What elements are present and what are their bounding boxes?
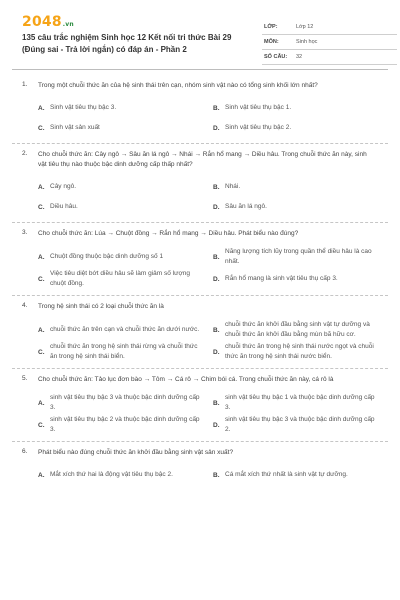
question-item — [12, 223, 388, 296]
answer-option-c[interactable] — [38, 415, 203, 435]
answer-option-d[interactable] — [213, 119, 378, 137]
answer-option-b[interactable] — [213, 99, 378, 117]
meta-row-count — [262, 50, 397, 65]
meta-row-class — [262, 20, 397, 35]
option-letter: A. — [38, 253, 45, 261]
option-letter: C. — [38, 348, 45, 356]
question-item — [12, 442, 388, 490]
answer-options — [38, 178, 388, 216]
option-letter: D. — [213, 348, 220, 356]
answer-option-a[interactable] — [38, 99, 203, 117]
answer-option-d[interactable] — [213, 269, 378, 289]
site-logo[interactable] — [22, 14, 74, 30]
question-item — [12, 369, 388, 442]
answer-option-a[interactable] — [38, 393, 203, 413]
answer-options — [38, 99, 388, 137]
option-letter: D. — [213, 275, 220, 283]
option-letter: D. — [213, 124, 220, 132]
option-text: Cá mắt xích thứ nhất là sinh vật tự dưỡng. — [225, 471, 348, 478]
header-divider — [12, 69, 388, 70]
option-letter: B. — [213, 183, 220, 191]
answer-option-a[interactable] — [38, 466, 203, 484]
option-text: Nhái. — [225, 183, 241, 190]
option-letter: A. — [38, 326, 45, 334]
question-item — [12, 296, 388, 369]
question-text: Trong một chuỗi thức ăn của hệ sinh thái trên cạn, nhóm sinh vật nào có tổng sinh khối lớn nhất? — [38, 82, 318, 89]
option-text: Sinh vật tiêu thụ bậc 3. — [50, 104, 117, 111]
question-text: Trong hệ sinh thái có 2 loại chuỗi thức ăn là — [38, 303, 164, 310]
option-letter: A. — [38, 399, 45, 407]
meta-table — [262, 20, 397, 65]
answer-option-b[interactable] — [213, 393, 378, 413]
option-text: Sinh vật tiêu thụ bậc 2. — [225, 124, 292, 131]
option-text: chuỗi thức ăn khởi đầu bằng sinh vật tự dưỡng và chuỗi thức ăn khởi đầu bằng mùn bã hữu cơ. — [225, 321, 370, 338]
answer-option-d[interactable] — [213, 415, 378, 435]
question-number: 1. — [22, 81, 28, 88]
option-text: Chuột đồng thuộc bậc dinh dưỡng số 1 — [50, 253, 164, 260]
option-letter: C. — [38, 421, 45, 429]
answer-option-b[interactable] — [213, 178, 378, 196]
option-text: Rắn hổ mang là sinh vật tiêu thụ cấp 3. — [225, 275, 338, 282]
option-text: sinh vật tiêu thụ bậc 1 và thuộc bậc dinh dưỡng cấp 3. — [225, 394, 375, 411]
meta-row-subject — [262, 35, 397, 50]
answer-options — [38, 247, 388, 289]
option-letter: C. — [38, 124, 45, 132]
answer-option-c[interactable] — [38, 269, 203, 289]
answer-option-b[interactable] — [213, 320, 378, 340]
option-letter: A. — [38, 104, 45, 112]
option-text: sinh vật tiêu thụ bậc 2 và thuộc bậc dinh dưỡng cấp 3. — [50, 416, 200, 433]
question-number: 5. — [22, 375, 28, 382]
option-text: Mắt xích thứ hai là động vật tiêu thụ bậc 2. — [50, 471, 173, 478]
option-text: sinh vật tiêu thụ bậc 3 và thuộc bậc dinh dưỡng cấp 2. — [225, 416, 375, 433]
question-item — [12, 144, 388, 223]
option-text: Diều hâu. — [50, 203, 78, 210]
question-number: 3. — [22, 229, 28, 236]
option-letter: B. — [213, 471, 220, 479]
answer-option-c[interactable] — [38, 342, 203, 362]
question-text: Cho chuỗi thức ăn: Lúa → Chuột đồng → Rắn hổ mang → Diều hâu. Phát biểu nào đúng? — [38, 230, 299, 237]
option-text: Năng lượng tích lũy trong quần thể diều hâu là cao nhất. — [225, 248, 372, 265]
option-letter: B. — [213, 253, 220, 261]
question-text: Cho chuỗi thức ăn: Cây ngô → Sâu ăn lá ngô → Nhái → Rắn hổ mang → Diều hâu. Trong chuỗi thức ăn này, sinh vật tiêu thụ nào thuộc bậc dinh dưỡng cấp thấp nhất? — [38, 151, 367, 168]
option-letter: C. — [38, 275, 45, 283]
answer-option-b[interactable] — [213, 466, 378, 484]
answer-options — [38, 466, 388, 484]
option-text: Sâu ăn lá ngô. — [225, 203, 267, 210]
question-number: 6. — [22, 448, 28, 455]
document-title: 135 câu trắc nghiệm Sinh học 12 Kết nối tri thức Bài 29 (Đúng sai - Trả lời ngắn) có đáp án - Phần 2 — [22, 33, 232, 54]
option-letter: D. — [213, 421, 220, 429]
option-text: sinh vật tiêu thụ bậc 3 và thuộc bậc dinh dưỡng cấp 3. — [50, 394, 200, 411]
answer-option-b[interactable] — [213, 247, 378, 267]
meta-value: Sinh học — [296, 39, 318, 45]
option-text: Cây ngô. — [50, 183, 77, 190]
option-letter: B. — [213, 104, 220, 112]
option-letter: B. — [213, 326, 220, 334]
question-text: Phát biểu nào đúng chuỗi thức ăn khởi đầu bằng sinh vật sản xuất? — [38, 449, 234, 456]
meta-value: 32 — [296, 54, 303, 60]
answer-options — [38, 320, 388, 362]
question-number: 4. — [22, 302, 28, 309]
answer-option-a[interactable] — [38, 247, 203, 267]
option-letter: B. — [213, 399, 220, 407]
answer-option-a[interactable] — [38, 320, 203, 340]
answer-option-d[interactable] — [213, 342, 378, 362]
answer-option-c[interactable] — [38, 119, 203, 137]
question-text: Cho chuỗi thức ăn: Tảo lục đơn bào → Tôm → Cá rô → Chim bói cá. Trong chuỗi thức ăn này, cá rô là — [38, 376, 334, 383]
option-text: chuỗi thức ăn trên cạn và chuỗi thức ăn dưới nước. — [50, 326, 200, 333]
meta-key: LỚP: — [264, 24, 278, 30]
option-letter: A. — [38, 183, 45, 191]
option-text: chuỗi thức ăn trong hệ sinh thái rừng và chuỗi thức ăn trong hệ sinh thái biển. — [50, 343, 198, 360]
option-text: Việc tiêu diệt bớt diều hâu sẽ làm giảm số lượng chuột đồng. — [50, 270, 190, 287]
option-text: Sinh vật tiêu thụ bậc 1. — [225, 104, 292, 111]
question-item — [12, 75, 388, 144]
option-text: chuỗi thức ăn trong hệ sinh thái nước ngọt và chuỗi thức ăn trong hệ sinh thái nước biển. — [225, 343, 374, 360]
option-letter: C. — [38, 203, 45, 211]
meta-key: SỐ CÂU: — [264, 54, 288, 60]
document-header — [12, 10, 392, 60]
meta-key: MÔN: — [264, 39, 279, 45]
answer-option-a[interactable] — [38, 178, 203, 196]
logo-suffix: .vn — [62, 21, 74, 28]
logo-text: 2048 — [22, 14, 62, 30]
answer-option-c[interactable] — [38, 198, 203, 216]
option-text: Sinh vật sản xuất — [50, 124, 100, 131]
question-list — [12, 75, 388, 490]
answer-option-d[interactable] — [213, 198, 378, 216]
option-letter: D. — [213, 203, 220, 211]
option-letter: A. — [38, 471, 45, 479]
answer-options — [38, 393, 388, 435]
meta-value: Lớp 12 — [296, 24, 314, 30]
question-number: 2. — [22, 150, 28, 157]
